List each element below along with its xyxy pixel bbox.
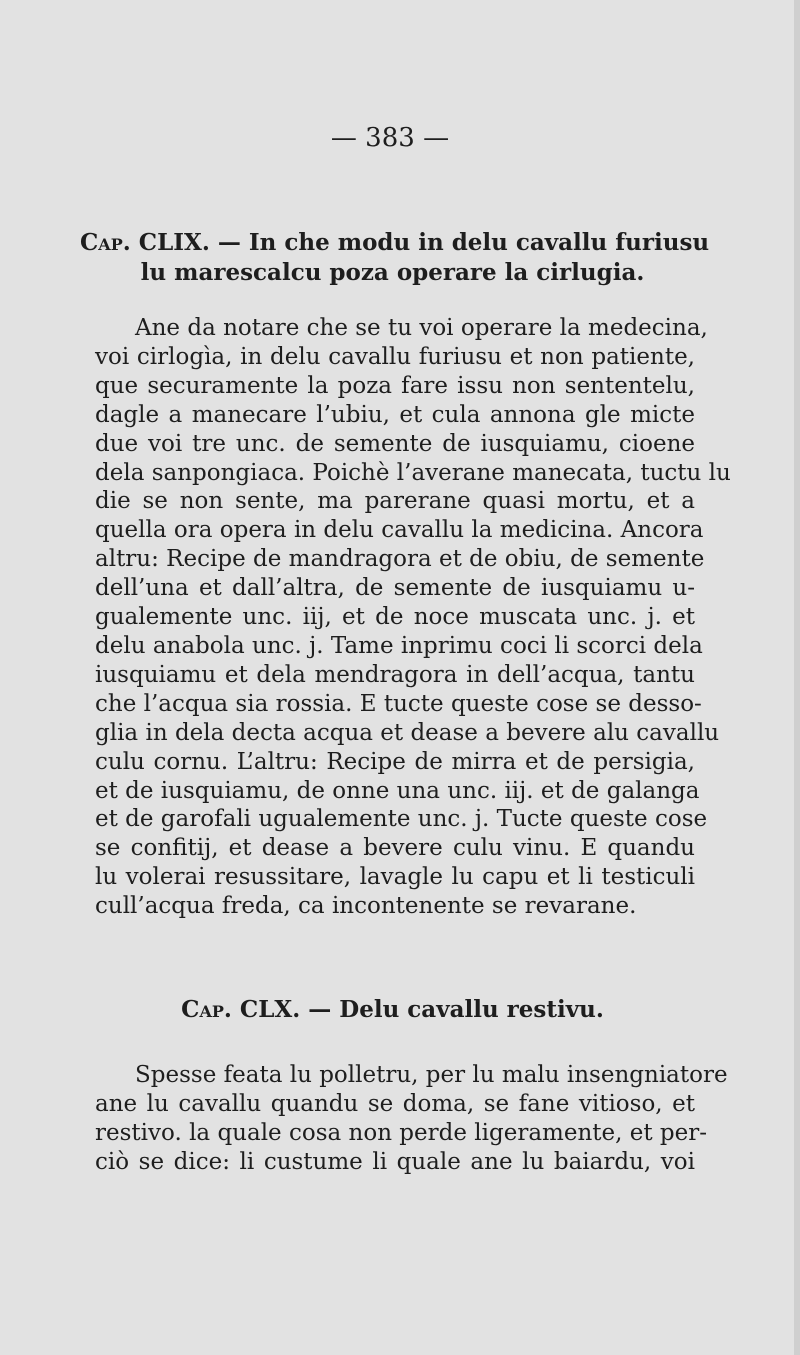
heading-abbreviation: Cap. <box>181 996 232 1023</box>
heading-line <box>80 228 710 258</box>
chapter-heading-clix <box>80 228 710 288</box>
text-line: ciò se dice: li custume li quale ane lu baiardu, voi <box>95 1148 695 1175</box>
text-line: dagle a manecare l’ubiu, et cula annona gle micte <box>95 401 695 428</box>
page-edge <box>794 0 800 1355</box>
text-line: culu cornu. L’altru: Recipe de mirra et de persigia, <box>95 748 695 775</box>
text-line: voi cirlogìa, in delu cavallu furiusu et non patiente, <box>95 343 695 370</box>
heading-text: CLIX. — In che modu in delu cavallu furiusu <box>130 229 710 256</box>
heading-text: CLX. — Delu cavallu restivu. <box>231 996 604 1023</box>
text-line: quella ora opera in delu cavallu la medicina. Ancora <box>95 517 704 544</box>
text-line: altru: Recipe de mandragora et de obiu, de semente <box>95 546 705 573</box>
text-line: gualemente unc. iij, et de noce muscata unc. j. et <box>95 604 695 631</box>
chapter-paragraph-clx <box>95 1061 728 1177</box>
text-line: dell’una et dall’altra, de semente de iusquiamu u- <box>95 575 695 602</box>
text-line: delu anabola unc. j. Tame inprimu coci li scorci dela <box>95 632 703 659</box>
text-line: et de garofali ugualemente unc. j. Tucte queste cose <box>95 806 708 833</box>
text-line: et de iusquiamu, de onne una unc. iij. et de galanga <box>95 777 700 804</box>
text-line: dela sanpongiaca. Poichè l’averane manecata, tuctu lu <box>95 459 731 486</box>
text-line: Ane da notare che se tu voi operare la medecina, <box>135 315 708 341</box>
text-line: die se non sente, ma parerane quasi mortu, et a <box>95 488 695 515</box>
page-number: — 383 — <box>330 123 450 153</box>
text-line: glia in dela decta acqua et dease a bevere alu cavallu <box>95 719 720 746</box>
text-line: lu volerai resussitare, lavagle lu capu et li testiculi <box>95 864 695 891</box>
text-line: que securamente la poza fare issu non sententelu, <box>95 372 695 399</box>
heading-line: lu marescalcu poza operare la cirlugia. <box>140 259 645 286</box>
text-line: che l’acqua sia rossia. E tucte queste cose se desso- <box>95 690 702 717</box>
text-line: iusquiamu et dela mendragora in dell’acqua, tantu <box>95 661 695 688</box>
text-line: ane lu cavallu quandu se doma, se fane vitioso, et <box>95 1090 695 1117</box>
heading-line <box>80 995 705 1025</box>
text-line: se confitij, et dease a bevere culu vinu. E quandu <box>95 835 695 862</box>
chapter-paragraph-clix <box>95 314 731 921</box>
text-line: Spesse feata lu polletru, per lu malu insengniatore <box>135 1062 728 1088</box>
text-line: cull’acqua freda, ca incontenente se revarane. <box>95 893 637 920</box>
text-line: restivo. la quale cosa non perde ligeramente, et per- <box>95 1119 708 1146</box>
chapter-heading-clx <box>80 995 705 1025</box>
heading-abbreviation: Cap. <box>80 229 131 256</box>
text-line: due voi tre unc. de semente de iusquiamu, cioene <box>95 430 695 457</box>
